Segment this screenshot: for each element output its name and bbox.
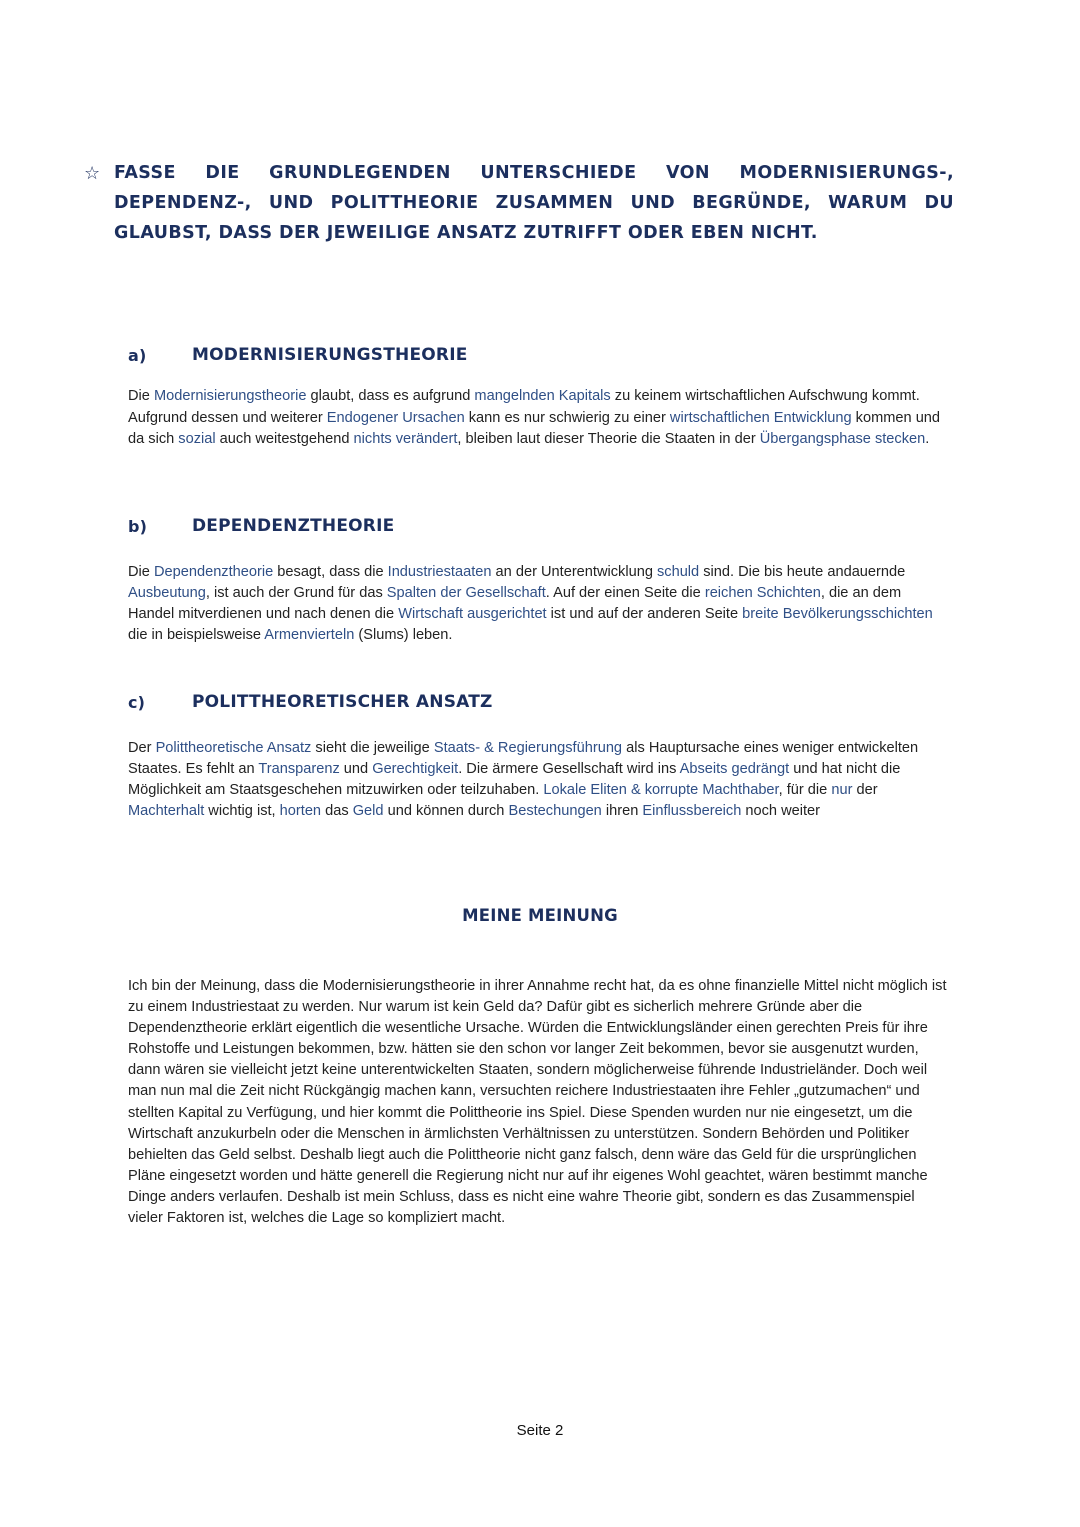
section-heading xyxy=(128,690,950,714)
section-letter: c) xyxy=(128,692,146,712)
section-heading xyxy=(128,343,950,367)
section-dependenz xyxy=(128,514,950,646)
section-modernisierung xyxy=(128,343,950,451)
section-letter: a) xyxy=(128,345,147,365)
task-prompt xyxy=(84,158,954,248)
opinion-paragraph: Ich bin der Meinung, dass die Modernisierungstheorie in ihrer Annahme recht hat, da es ohne finanzielle Mittel nicht möglich ist zu einem Industriestaat zu werden. Nur warum ist kein Geld da? Dafür gibt es sicherlich mehrere Gründe aber die Dependenztheorie erklärt eigentlich die wesentliche Ursache. Würden die Entwicklungsländer einen gerechten Preis für ihre Rohstoffe und Leistungen bekommen, bzw. hätten sie den schon vor langer Zeit bekommen, bevor sie ausgenutzt wurden, dann wären sie vielleicht jetzt keine unterentwickelten Staaten, sondern möglicherweise führende Industrieländer. Doch weil man nun mal die Zeit nicht Rückgängig machen kann, versuchten reichere Industriestaaten ihre Fehler „gutzumachen“ und stellten Kapital zu Verfügung, und hier kommt die Polittheorie ins Spiel. Diese Spenden wurden nur nie eingesetzt, um die Wirtschaft anzukurbeln oder die Menschen in ärmlichsten Verhältnissen zu unterstützen. Sondern Behörden und Politiker behielten das Geld selbst. Deshalb liegt auch die Polittheorie nicht ganz falsch, denn wäre das Geld für die ursprünglichen Pläne eingesetzt worden und hätte generell die Regierung nicht nur auf ihr eigenes Wohl geachtet, wären bestimmt manche Dinge anders verlaufen. Deshalb ist mein Schluss, dass es nicht eine wahre Theorie gibt, sondern es das Zusammenspiel vieler Faktoren ist, welches die Lage so kompliziert macht. xyxy=(128,978,947,1227)
section-paragraph: Die Modernisierungstheorie glaubt, dass es aufgrund mangelnden Kapitals zu keinem wirtschaftlichen Aufschwung kommt. Aufgrund dessen und weiterer Endogener Ursachen kann es nur schwierig zu einer wirtschaftlichen Entwicklung kommen und da sich sozial auch weitestgehend nichts verändert, bleiben laut dieser Theorie die Staaten in der Übergangsphase stecken. xyxy=(128,388,941,447)
section-paragraph: Die Dependenztheorie besagt, dass die Industriestaaten an der Unterentwicklung schuld sind. Die bis heute andauernde Ausbeutung, ist auch der Grund für das Spalten der Gesellschaft. Auf der einen Seite die reichen Schichten, die an dem Handel mitverdienen und nach denen die Wirtschaft ausgerichtet ist und auf der anderen Seite breite Bevölkerungsschichten die in beispielsweise Armenvierteln (Slums) leben. xyxy=(128,564,933,643)
section-title: DEPENDENZTHEORIE xyxy=(192,516,395,536)
section-letter: b) xyxy=(128,516,148,536)
task-text: FASSE DIE GRUNDLEGENDEN UNTERSCHIEDE VON MODERNISIERUNGS-, DEPENDENZ-, UND POLITTHEORIE ZUSAMMEN UND BEGRÜNDE, WARUM DU GLAUBST, DASS DER JEWEILIGE ANSATZ ZUTRIFFT ODER EBEN NICHT. xyxy=(114,163,954,243)
opinion-title: MEINE MEINUNG xyxy=(462,906,618,925)
star-outline-icon: ☆ xyxy=(84,163,101,183)
section-paragraph: Der Polittheoretische Ansatz sieht die jeweilige Staats- & Regierungsführung als Hauptursache eines weniger entwickelten Staates. Es fehlt an Transparenz und Gerechtigkeit. Die ärmere Gesellschaft wird ins Abseits gedrängt und hat nicht die Möglichkeit am Staatsgeschehen mitzuwirken oder teilzuhaben. Lokale Eliten & korrupte Machthaber, für die nur der Machterhalt wichtig ist, horten das Geld und können durch Bestechungen ihren Einflussbereich noch weiter xyxy=(128,740,919,819)
section-title: POLITTHEORETISCHER ANSATZ xyxy=(192,692,493,712)
section-polittheorie xyxy=(128,690,950,822)
section-heading xyxy=(128,514,950,538)
page-number: Seite 2 xyxy=(516,1422,564,1439)
section-title: MODERNISIERUNGSTHEORIE xyxy=(192,345,468,365)
